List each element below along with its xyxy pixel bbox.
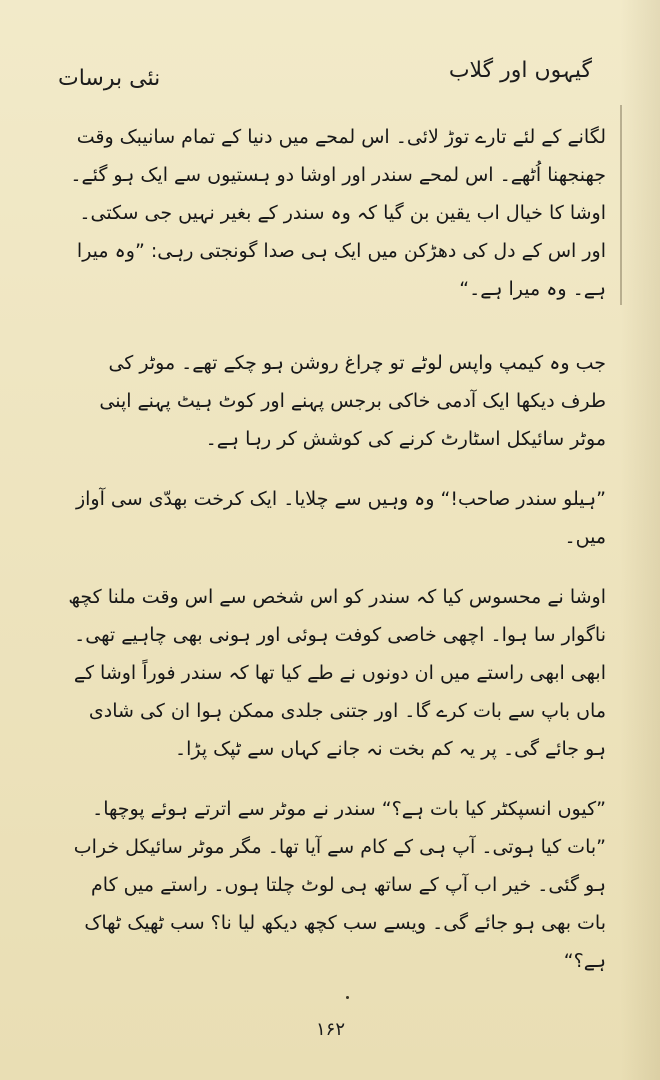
page-speck bbox=[346, 996, 349, 999]
margin-mark bbox=[620, 105, 622, 305]
paragraph-4: اوشا نے محسوس کیا کہ سندر کو اس شخص سے اس وقت ملنا کچھ ناگوار سا ہوا۔ اچھی خاصی کوفت ہوئی اور ہونی بھی چاہیے تھی۔ ابھی ابھی راستے میں ان دونوں نے طے کیا تھا کہ سندر فوراً اوشا کے ماں باپ سے بات کرے گا۔ اور جتنی جلدی ممکن ہوا ان کی شادی ہو جائے گی۔ پر یہ کم بخت نہ جانے کہاں سے ٹپک پڑا۔ bbox=[68, 586, 606, 760]
paragraph-1: لگانے کے لئے تارے توڑ لائی۔ اس لمحے میں دنیا کے تمام سانیبک وقت جھنجھنا اُٹھے۔ اس لمحے سندر اور اوشا دو ہستیوں سے ایک ہو گئے۔ اوشا کا خیال اب یقین بن گیا کہ وہ سندر کے بغیر نہیں جی سکتی۔ اور اس کے دل کی دھڑکن میں ایک ہی صدا گونجتی رہی: ”وہ میرا ہے۔ وہ میرا ہے۔“ bbox=[70, 126, 606, 300]
running-header bbox=[40, 52, 600, 96]
page-number: ۱۶۲ bbox=[316, 1019, 346, 1040]
paragraph-5: ”کیوں انسپکٹر کیا بات ہے؟“ سندر نے موٹر سے اترتے ہوئے پوچھا۔ ”بات کیا ہوتی۔ آپ ہی کے کام سے آیا تھا۔ مگر موٹر سائیکل خراب ہو گئی۔ خیر اب آپ کے ساتھ ہی لوٹ چلتا ہوں۔ راستے میں کام بات بھی ہو جائے گی۔ ویسے سب کچھ دیکھ لیا نا؟ سب ٹھیک ٹھاک ہے؟“ bbox=[73, 798, 606, 972]
paragraph-2: جب وہ کیمپ واپس لوٹے تو چراغ روشن ہو چکے تھے۔ موٹر کی طرف دیکھا ایک آدمی خاکی برجس پہنے اور کوٹ ہیٹ پہنے اپنی موٹر سائیکل اسٹارٹ کرنے کی کوشش کر رہا ہے۔ bbox=[99, 352, 606, 450]
body-text bbox=[66, 118, 606, 1002]
paragraph-3: ”ہیلو سندر صاحب!“ وہ وہیں سے چلایا۔ ایک کرخت بھدّی سی آواز میں۔ bbox=[75, 488, 606, 548]
book-title: نئی برسات bbox=[58, 66, 161, 91]
page-edge-shadow bbox=[620, 0, 660, 1080]
chapter-title: گیہوں اور گلاب bbox=[448, 58, 592, 83]
